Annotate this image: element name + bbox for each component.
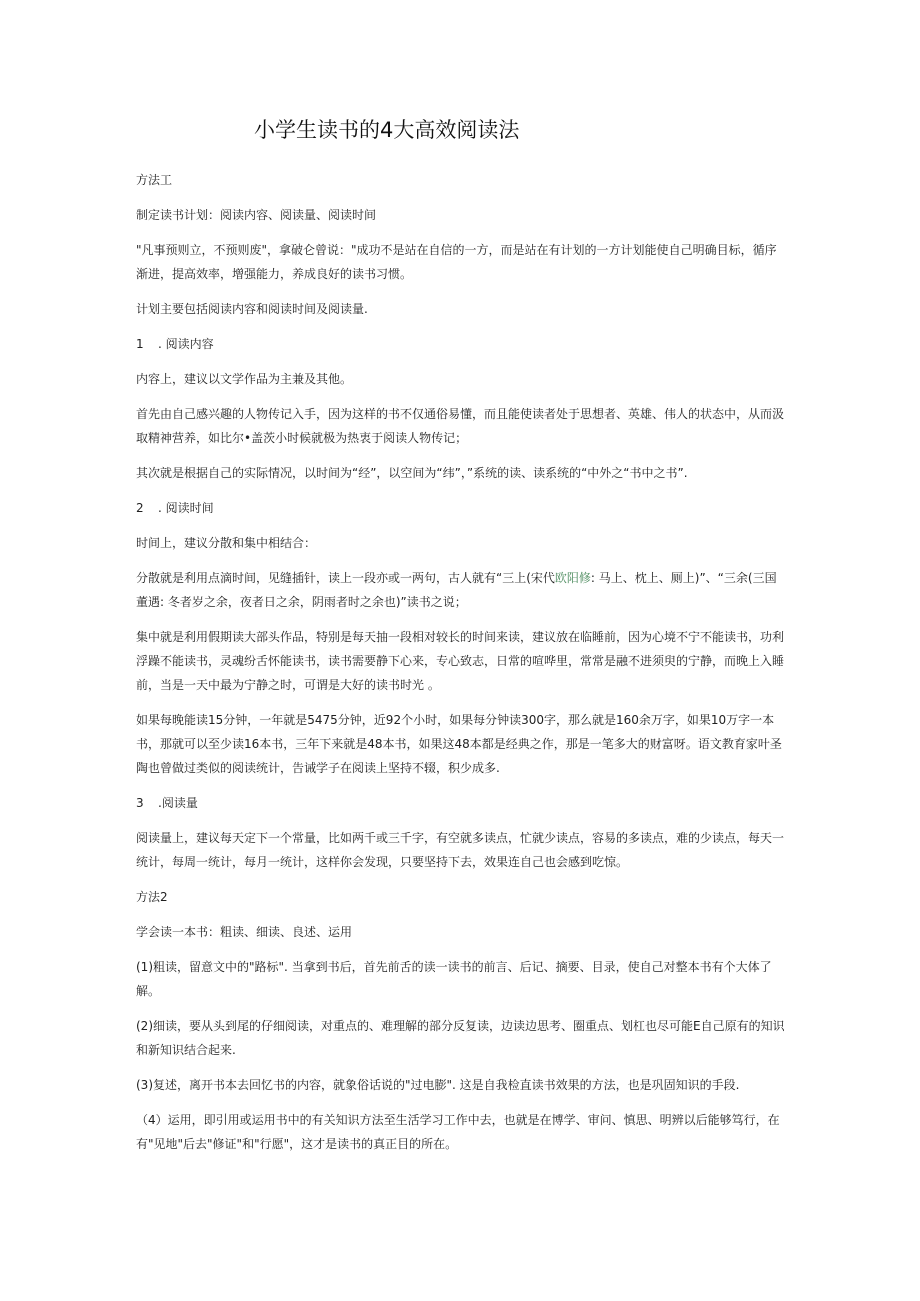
method2-p3: (3)复述，离开书本去回忆书的内容，就象俗话说的"过电膨". 这是自我检直读书效果的方法，也是巩固知识的手段.	[136, 1078, 740, 1092]
method2-subtitle: 学会读一本书：粗读、细读、良述、运用	[136, 925, 353, 939]
section2-label: . 阅读时间	[158, 501, 214, 515]
section2-p4: 如果每晚能读15分钟，一年就是5475分钟，近92个小时，如果每分钟读300字，那么就是160余万字，如果10万字一本书，那就可以至少读16本书，三年下来就是48本书，如果这48本都是经典之作，那是一笔多大的财富呀。语文教育家叶圣陶也曾做过类似的阅读统计，告诫学子在阅读上坚持不辍，积少成多.	[136, 713, 782, 775]
method1-plan: 计划主要包括阅读内容和阅读时间及阅读量.	[136, 302, 368, 316]
section2-p2	[136, 566, 788, 614]
document-body	[136, 168, 788, 1156]
section2-number: 2	[136, 501, 144, 515]
section2-p2-part-b: : 马上、枕上、厕上)”、“三余(三国董遇: 冬者岁之余，夜者日之余，阴雨者时之余也)”读书之说；	[136, 571, 777, 609]
section2-heading	[136, 496, 788, 520]
section3-p1: 阅读量上，建议每天定下一个常量，比如两千或三千字，有空就多读点，忙就少读点，容易的多读点，难的少读点，每天一统计，每周一统计，每月一统计，这样你会发现，只要坚持下去，效果连自己也会感到吃惊。	[136, 831, 785, 869]
section1-p2: 首先由自己感兴趣的人物传记入手，因为这样的书不仅通俗易懂，而且能使读者处于思想者、英雄、伟人的状态中，从而汲取精神营养，如比尔•盖茨小时候就极为热衷于阅读人物传记；	[136, 407, 785, 445]
method1-subtitle: 制定读书计划：阅读内容、阅读量、阅读时间	[136, 208, 377, 222]
section1-p1: 内容上，建议以文学作品为主兼及其他。	[136, 372, 353, 386]
method1-heading: 方法工	[136, 173, 173, 187]
section1-number: 1	[136, 337, 144, 351]
highlighted-name: 欧阳修	[554, 571, 591, 585]
section2-p1: 时间上，建议分散和集中相结合：	[136, 536, 317, 550]
section2-p3: 集中就是利用假期读大部头作品，特别是每天抽一段相对较长的时间来读，建议放在临睡前，因为心境不宁不能读书，功利浮躁不能读书，灵魂纷舌怀能读书，读书需要静下心来，专心致志，日常的喧哗里，常常是融不进须臾的宁静，而晚上入睡前，当是一天中最为宁静之时，可谓是大好的读书时光 。	[136, 630, 785, 692]
method1-quote: "凡事预则立，不预则废"，拿破仑曾说："成功不是站在自信的一方，而是站在有计划的一方计划能使自己明确目标，循序渐进，提高效率，增强能力，养成良好的读书习惯。	[136, 243, 777, 281]
method2-p2: (2)细读，要从头到尾的仔细阅读，对重点的、难理解的部分反复读，边读边思考、圈重点、划杠也尽可能E自己原有的知识和新知识结合起来.	[136, 1019, 785, 1057]
section3-label: .阅读量	[158, 796, 198, 810]
section3-heading	[136, 791, 788, 815]
method2-p1: (1)粗读，留意文中的"路标". 当拿到书后，首先前舌的读一读书的前言、后记、摘要、目录，使自己对整本书有个大体了解。	[136, 960, 772, 998]
method2-p4: （4）运用，即引用或运用书中的有关知识方法至生活学习工作中去，也就是在博学、审问、慎思、明辨以后能够笃行，在有"见地"后去"修证"和"行愿"，这才是读书的真正目的所在。	[136, 1113, 780, 1151]
section1-heading	[136, 332, 788, 356]
method2-heading: 方法2	[136, 890, 168, 904]
section3-number: 3	[136, 796, 144, 810]
section2-p2-part-a: 分散就是利用点滴时间，见缝插针，读上一段亦或一两句，古人就有“三上(宋代	[136, 571, 555, 585]
document-title: 小学生读书的4大高效阅读法	[254, 118, 520, 142]
section1-p3: 其次就是根据自己的实际情况，以时间为“经”，以空间为“纬”，”系统的读、读系统的“中外之“书中之书”.	[136, 466, 688, 480]
section1-label: . 阅读内容	[158, 337, 214, 351]
